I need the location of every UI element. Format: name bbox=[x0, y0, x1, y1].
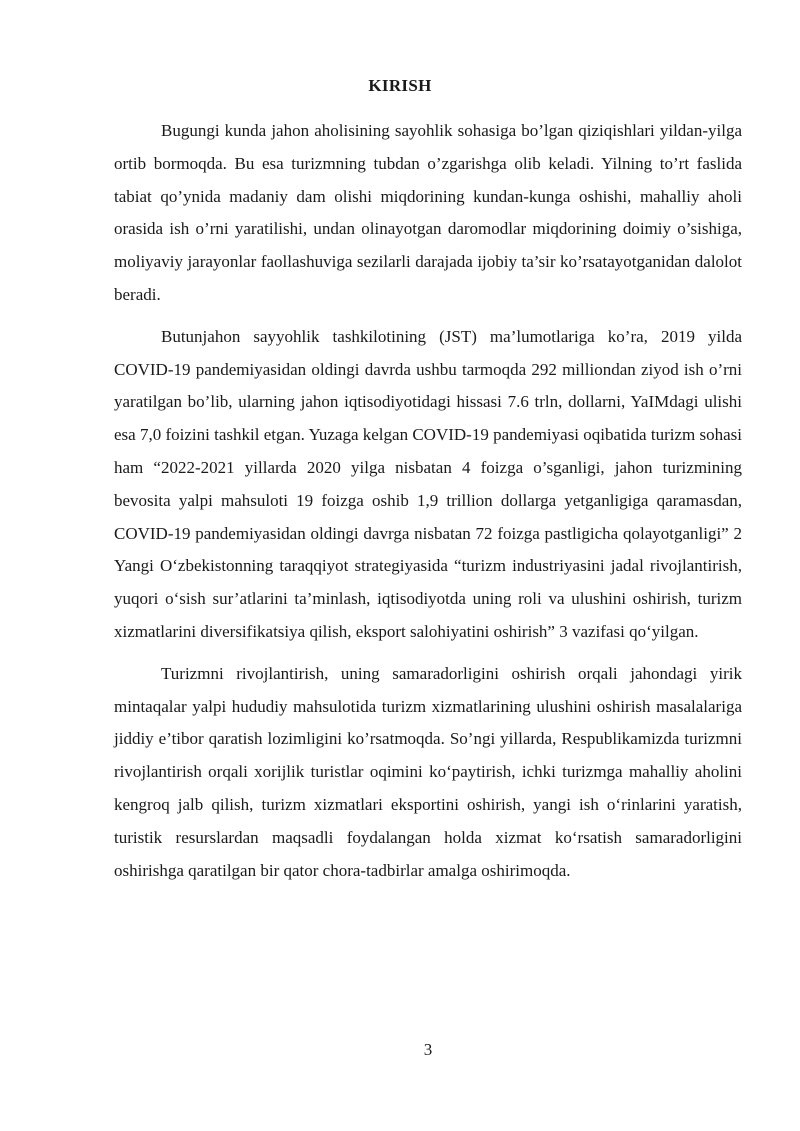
page-number: 3 bbox=[423, 1040, 433, 1059]
paragraph-3: Turizmni rivojlantirish, uning samaradorligini oshirish orqali jahondagi yirik mintaqalar yalpi hududiy mahsulotida turizm xizmatlarining ulushini oshirish masalalariga jiddiy e’tibor qaratish lozimligini ko’rsatmoqda. So’ngi yillarda, Respublikamizda turizmni rivojlantirish orqali xorijlik turistlar oqimini ko‘paytirish, ichki turizmga mahalliy aholini kengroq jalb qilish, turizm xizmatlari eksportini oshirish, yangi ish o‘rinlarini yaratish, turistik resurslardan maqsadli foydalangan holda xizmat ko‘rsatish samaradorligini oshirishga qaratilgan bir qator chora-tadbirlar amalga oshirimoqda. bbox=[114, 663, 742, 880]
paragraph-1: Bugungi kunda jahon aholisining sayohlik sohasiga bo’lgan qiziqishlari yildan-yilga ortib bormoqda. Bu esa turizmning tubdan o’zgarishga olib keladi. Yilning to’rt faslida tabiat qo’ynida madaniy dam olishi miqdorining kundan-kunga oshishi, mahalliy aholi orasida ish o’rni yaratilishi, undan olinayotgan daromodlar miqdorining doimiy o’sishiga, moliyaviy jarayonlar faollashuviga sezilarli darajada ijobiy ta’sir ko’rsatayotganidan dalolot beradi. bbox=[114, 121, 742, 304]
paragraph-2: Butunjahon sayyohlik tashkilotining (JST) ma’lumotlariga ko’ra, 2019 yilda COVID-19 pandemiyasidan oldingi davrda ushbu tarmoqda 292 milliondan ziyod ish o’rni yaratilgan bo’lib, ularning jahon iqtisodiyotidagi hissasi 7.6 trln, dollarni, YaIMdagi ulishi esa 7,0 foizini tashkil etgan. Yuzaga kelgan COVID-19 pandemiyasi oqibatida turizm sohasi ham “2022-2021 yillarda 2020 yilga nisbatan 4 foizga o’sganligi, jahon turizmining bevosita yalpi mahsuloti 19 foizga oshib 1,9 trillion dollarga yetganligiga qaramasdan, COVID-19 pandemiyasidan oldingi davrga nisbatan 72 foizga pastligicha qolayotganligi” 2 Yangi O‘zbekistonning taraqqiyot strategiyasida “turizm industriyasini jadal rivojlantirish, yuqori o‘sish sur’atlarini ta’minlash, iqtisodiyotda uning roli va ulushini oshirish, turizm xizmatlarini diversifikatsiya qilish, eksport salohiyatini oshirish” 3 vazifasi qo‘yilgan. bbox=[114, 326, 742, 641]
document-body bbox=[114, 115, 742, 896]
page-title: KIRISH bbox=[368, 76, 432, 95]
